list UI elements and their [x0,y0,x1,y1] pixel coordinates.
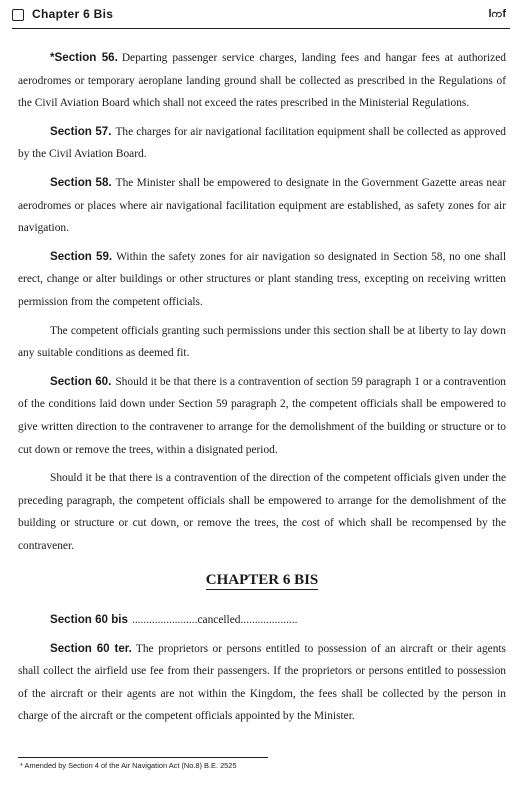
section-59-second-text: The competent officials granting such permissions under this section shall be at liberty to lay down any suitable conditions as deemed fit. [18,324,506,360]
section-58-label: Section 58. [50,175,112,189]
page-number: lကf [488,8,506,20]
section-60-bis-label: Section 60 bis [50,613,128,627]
running-header-title: Chapter 6 Bis [32,7,114,21]
section-59-label: Section 59. [50,249,113,263]
checkbox-square-icon [12,9,24,21]
section-58-text: The Minister shall be empowered to designate in the Government Gazette areas near aerodromes or places where air navigational facilitation equipment are established, as safety zones for air navigation. [18,176,506,235]
section-60-second-text: Should it be that there is a contravention of the direction of the competent officials given under the preceding paragraph, the competent officials shall be empowered to arrange for the demolishment of the building or structure or cut down, or remove the trees, the cost of which shall be recompensed by the contravener. [18,472,506,552]
section-56-text: Departing passenger service charges, landing fees and hangar fees at authorized aerodromes or temporary aeroplane landing ground shall be collected as prescribed in the Regulations of the Civil Aviation Board which shall not exceed the rates prescribed in the Ministerial Regulations. [18,52,506,110]
section-59-second-paragraph [18,320,506,365]
section-60-bis-paragraph [18,609,506,632]
section-60-label: Section 60. [50,374,112,388]
section-60-second-paragraph [18,467,506,557]
footnote: * Amended by Section 4 of the Air Navigation Act (No.8) B.E. 2525 [20,761,237,770]
section-58-paragraph [18,172,506,240]
chapter-heading [18,569,506,593]
section-56-paragraph [18,47,506,115]
section-60-text: Should it be that there is a contravention of section 59 paragraph 1 or a contravention of the conditions laid down under Section 59 paragraph 2, the competent officials shall be empowered to give written direction to the contravener to arrange for the demolishment of the building or structure or to cut down or remove the trees, within a disignated period. [18,375,506,456]
section-60-bis-text: .......................cancelled.................... [131,614,298,627]
section-60-ter-text: The proprietors or persons entitled to possession of an aircraft or their agents shall collect the airfield use fee from their passengers. If the proprietors or persons entitled to possession of the aircraft or their agents are not within the Kingdom, the fees shall be collected by the person in charge of the aircraft or the competent officials appointed by the Minister. [18,642,506,723]
chapter-heading-text: CHAPTER 6 BIS [205,572,319,589]
section-60-ter-label: Section 60 ter. [50,641,132,655]
section-60-paragraph [18,371,506,461]
page-header [12,6,510,29]
section-60-ter-paragraph [18,638,506,728]
section-57-label: Section 57. [50,124,112,138]
section-57-text: The charges for air navigational facilitation equipment shall be collected as approved by the Civil Aviation Board. [18,125,507,161]
section-57-paragraph [18,121,506,166]
footnote-divider [18,757,268,758]
section-56-label: *Section 56. [50,51,118,64]
document-body [18,47,506,734]
section-59-text: Within the safety zones for air navigation so designated in Section 58, no one shall erect, change or alter buildings or other structures or plant standing tress, excepting on receiving written permission from the competent officials. [18,250,506,308]
section-59-paragraph [18,246,506,314]
